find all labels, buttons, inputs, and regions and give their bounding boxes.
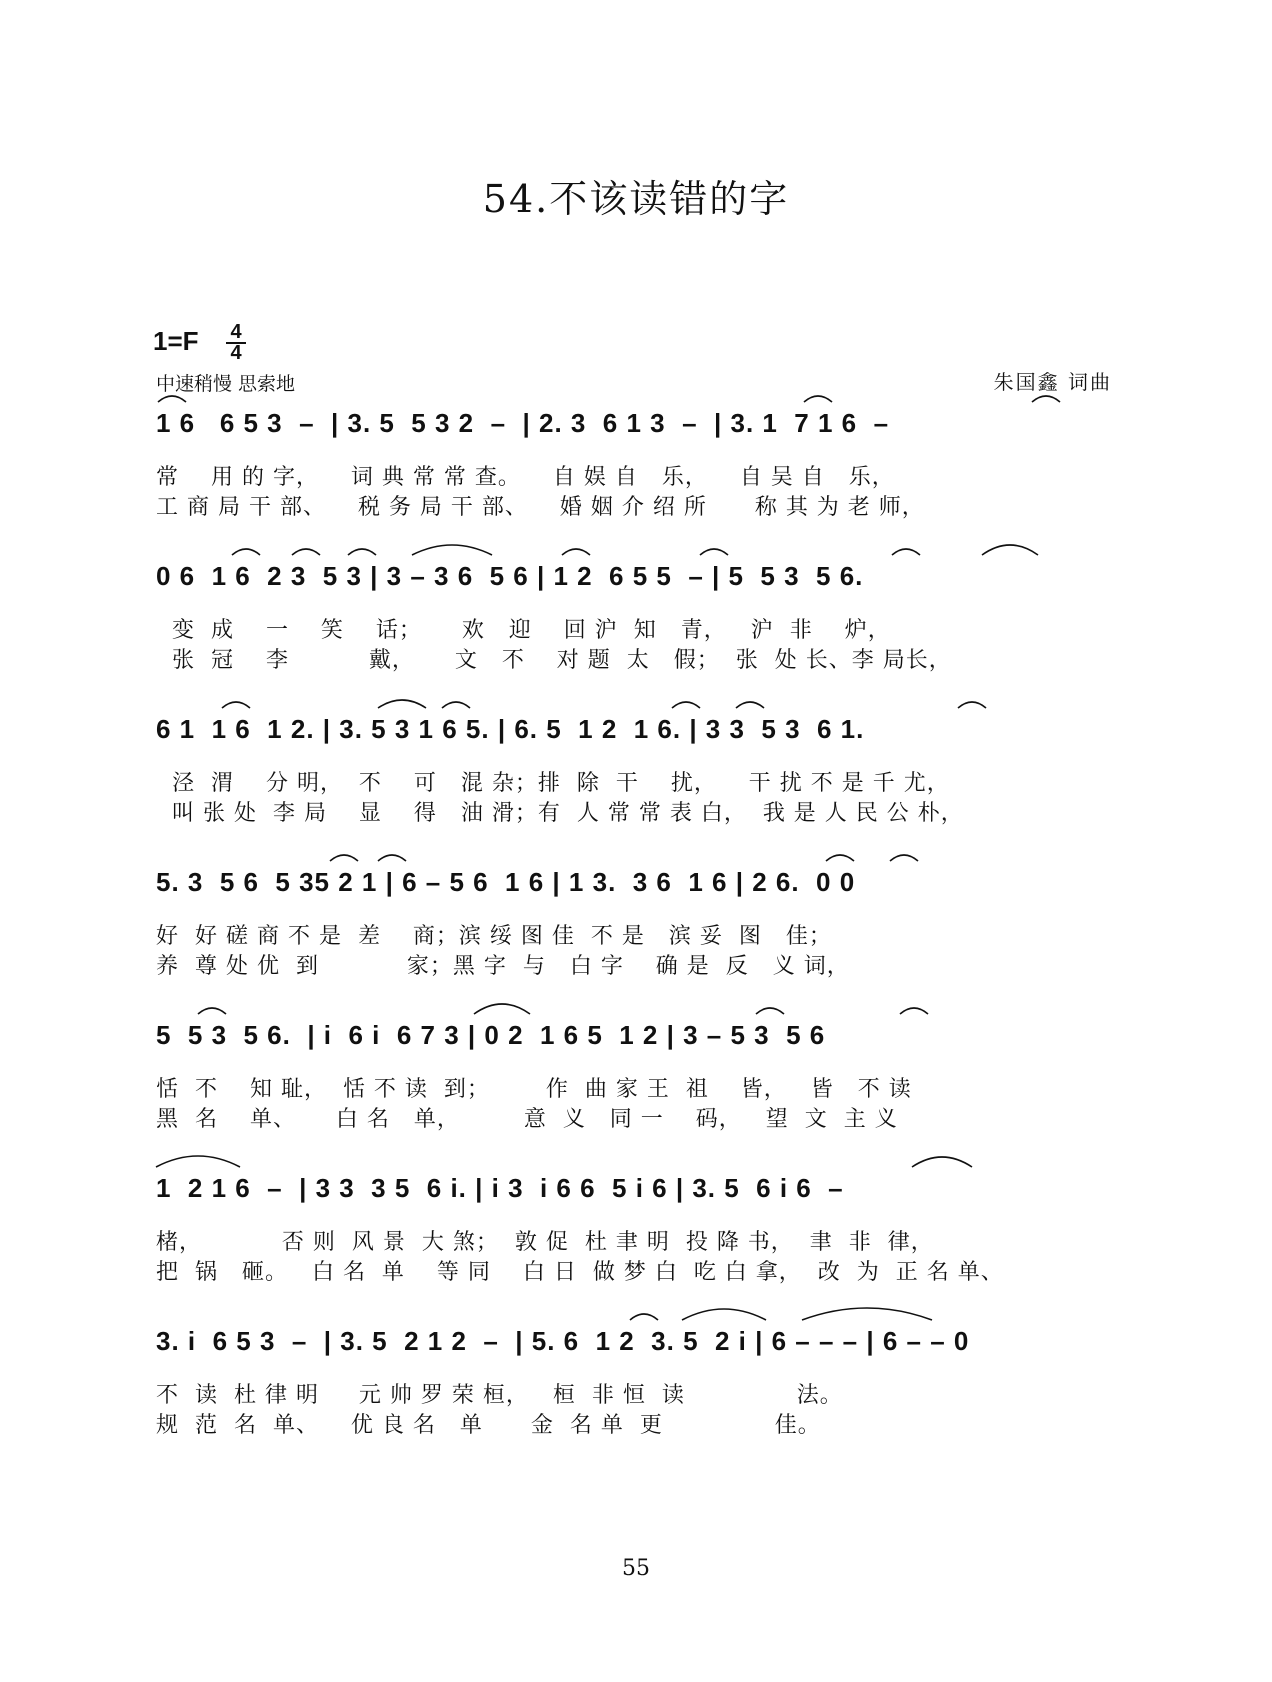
lyric-verse-1: 泾 渭 分 明， 不 可 混 杂；排 除 干 扰， 干 扰 不 是 千 尤， bbox=[156, 771, 950, 796]
key-signature: 1=F bbox=[153, 326, 199, 356]
song-title: 54.不该读错的字 bbox=[482, 177, 790, 221]
lyric-verse-1: 常 用 的 字， 词 典 常 常 查。 自 娱 自 乐， 自 吴 自 乐， bbox=[156, 465, 895, 490]
slur-marks bbox=[152, 1290, 1112, 1330]
score-system bbox=[152, 1326, 1112, 1456]
slur-marks bbox=[152, 372, 1112, 412]
lyric-verse-1: 恬 不 知 耻， 恬 不 读 到； 作 曲 家 王 祖 皆， 皆 不 读 bbox=[156, 1077, 912, 1102]
slur-marks bbox=[152, 831, 1112, 871]
slur-marks bbox=[152, 984, 1112, 1024]
lyric-verse-1: 好 好 磋 商 不 是 差 商；滨 绥 图 佳 不 是 滨 妥 图 佳； bbox=[156, 924, 832, 949]
score-system bbox=[152, 408, 1112, 538]
lyric-verse-1: 楮， 否 则 风 景 大 煞； 敦 促 杜 聿 明 投 降 书， 聿 非 律， bbox=[156, 1230, 934, 1255]
tempo-marking: 中速稍慢 思索地 bbox=[156, 373, 296, 395]
lyric-verse-2: 叫 张 处 李 局 显 得 油 滑；有 人 常 常 表 白， 我 是 人 民 公 朴， bbox=[156, 801, 964, 826]
lyric-verse-2: 黑 名 单、 白 名 单， 意 义 同 一 码， 望 文 主 义 bbox=[156, 1107, 898, 1132]
meter-top: 4 bbox=[230, 321, 242, 343]
meter-bottom: 4 bbox=[230, 342, 242, 364]
notation-line: 6 1 1 6 1 2. | 3. 5 3 1 6 5. | 6. 5 1 2 1 6. | 3 3 5 3 6 1. bbox=[156, 714, 865, 744]
score-system bbox=[152, 714, 1112, 844]
slur-marks bbox=[152, 525, 1112, 565]
score-system bbox=[152, 1020, 1112, 1150]
composer-credit: 朱国鑫 词曲 bbox=[993, 370, 1112, 394]
lyric-verse-1: 变 成 一 笑 话； 欢 迎 回 沪 知 青， 沪 非 炉， bbox=[156, 618, 891, 643]
lyric-verse-2: 工 商 局 干 部、 税 务 局 干 部、 婚 姻 介 绍 所 称 其 为 老 师， bbox=[156, 495, 925, 520]
lyric-verse-2: 养 尊 处 优 到 家；黑 字 与 白 字 确 是 反 义 词， bbox=[156, 954, 850, 979]
lyric-verse-2: 张 冠 李 戴， 文 不 对 题 太 假； 张 处 长、李 局长， bbox=[156, 648, 952, 673]
score-system bbox=[152, 561, 1112, 691]
slur-marks bbox=[152, 1137, 1112, 1177]
slur-marks bbox=[152, 678, 1112, 718]
notation-line: 1 2 1 6 – | 3 3 3 5 6 i. | i 3 i 6 6 5 i 6 | 3. 5 6 i 6 – bbox=[156, 1173, 844, 1203]
notation-line: 1 6 6 5 3 – | 3. 5 5 3 2 – | 2. 3 6 1 3 – | 3. 1 7 1 6 – bbox=[156, 408, 890, 438]
lyric-verse-2: 把 锅 砸。 白 名 单 等 同 白 日 做 梦 白 吃 白 拿， 改 为 正 名 单、 bbox=[156, 1260, 1004, 1285]
notation-line: 0 6 1 6 2 3 5 3 | 3 – 3 6 5 6 | 1 2 6 5 5 – | 5 5 3 5 6. bbox=[156, 561, 864, 591]
notation-line: 5 5 3 5 6. | i 6 i 6 7 3 | 0 2 1 6 5 1 2 | 3 – 5 3 5 6 bbox=[156, 1020, 826, 1050]
notation-line: 3. i 6 5 3 – | 3. 5 2 1 2 – | 5. 6 1 2 3. 5 2 i | 6 – – – | 6 – – 0 bbox=[156, 1326, 970, 1356]
time-signature bbox=[226, 321, 246, 364]
notation-line: 5. 3 5 6 5 35 2 1 | 6 – 5 6 1 6 | 1 3. 3 6 1 6 | 2 6. 0 0 bbox=[156, 867, 856, 897]
score-system bbox=[152, 867, 1112, 997]
score-system bbox=[152, 1173, 1112, 1303]
lyric-verse-2: 规 范 名 单、 优 良 名 单 金 名 单 更 佳。 bbox=[156, 1413, 821, 1438]
page-number: 55 bbox=[622, 1556, 650, 1581]
lyric-verse-1: 不 读 杜 律 明 元 帅 罗 荣 桓， 桓 非 恒 读 法。 bbox=[156, 1383, 843, 1408]
